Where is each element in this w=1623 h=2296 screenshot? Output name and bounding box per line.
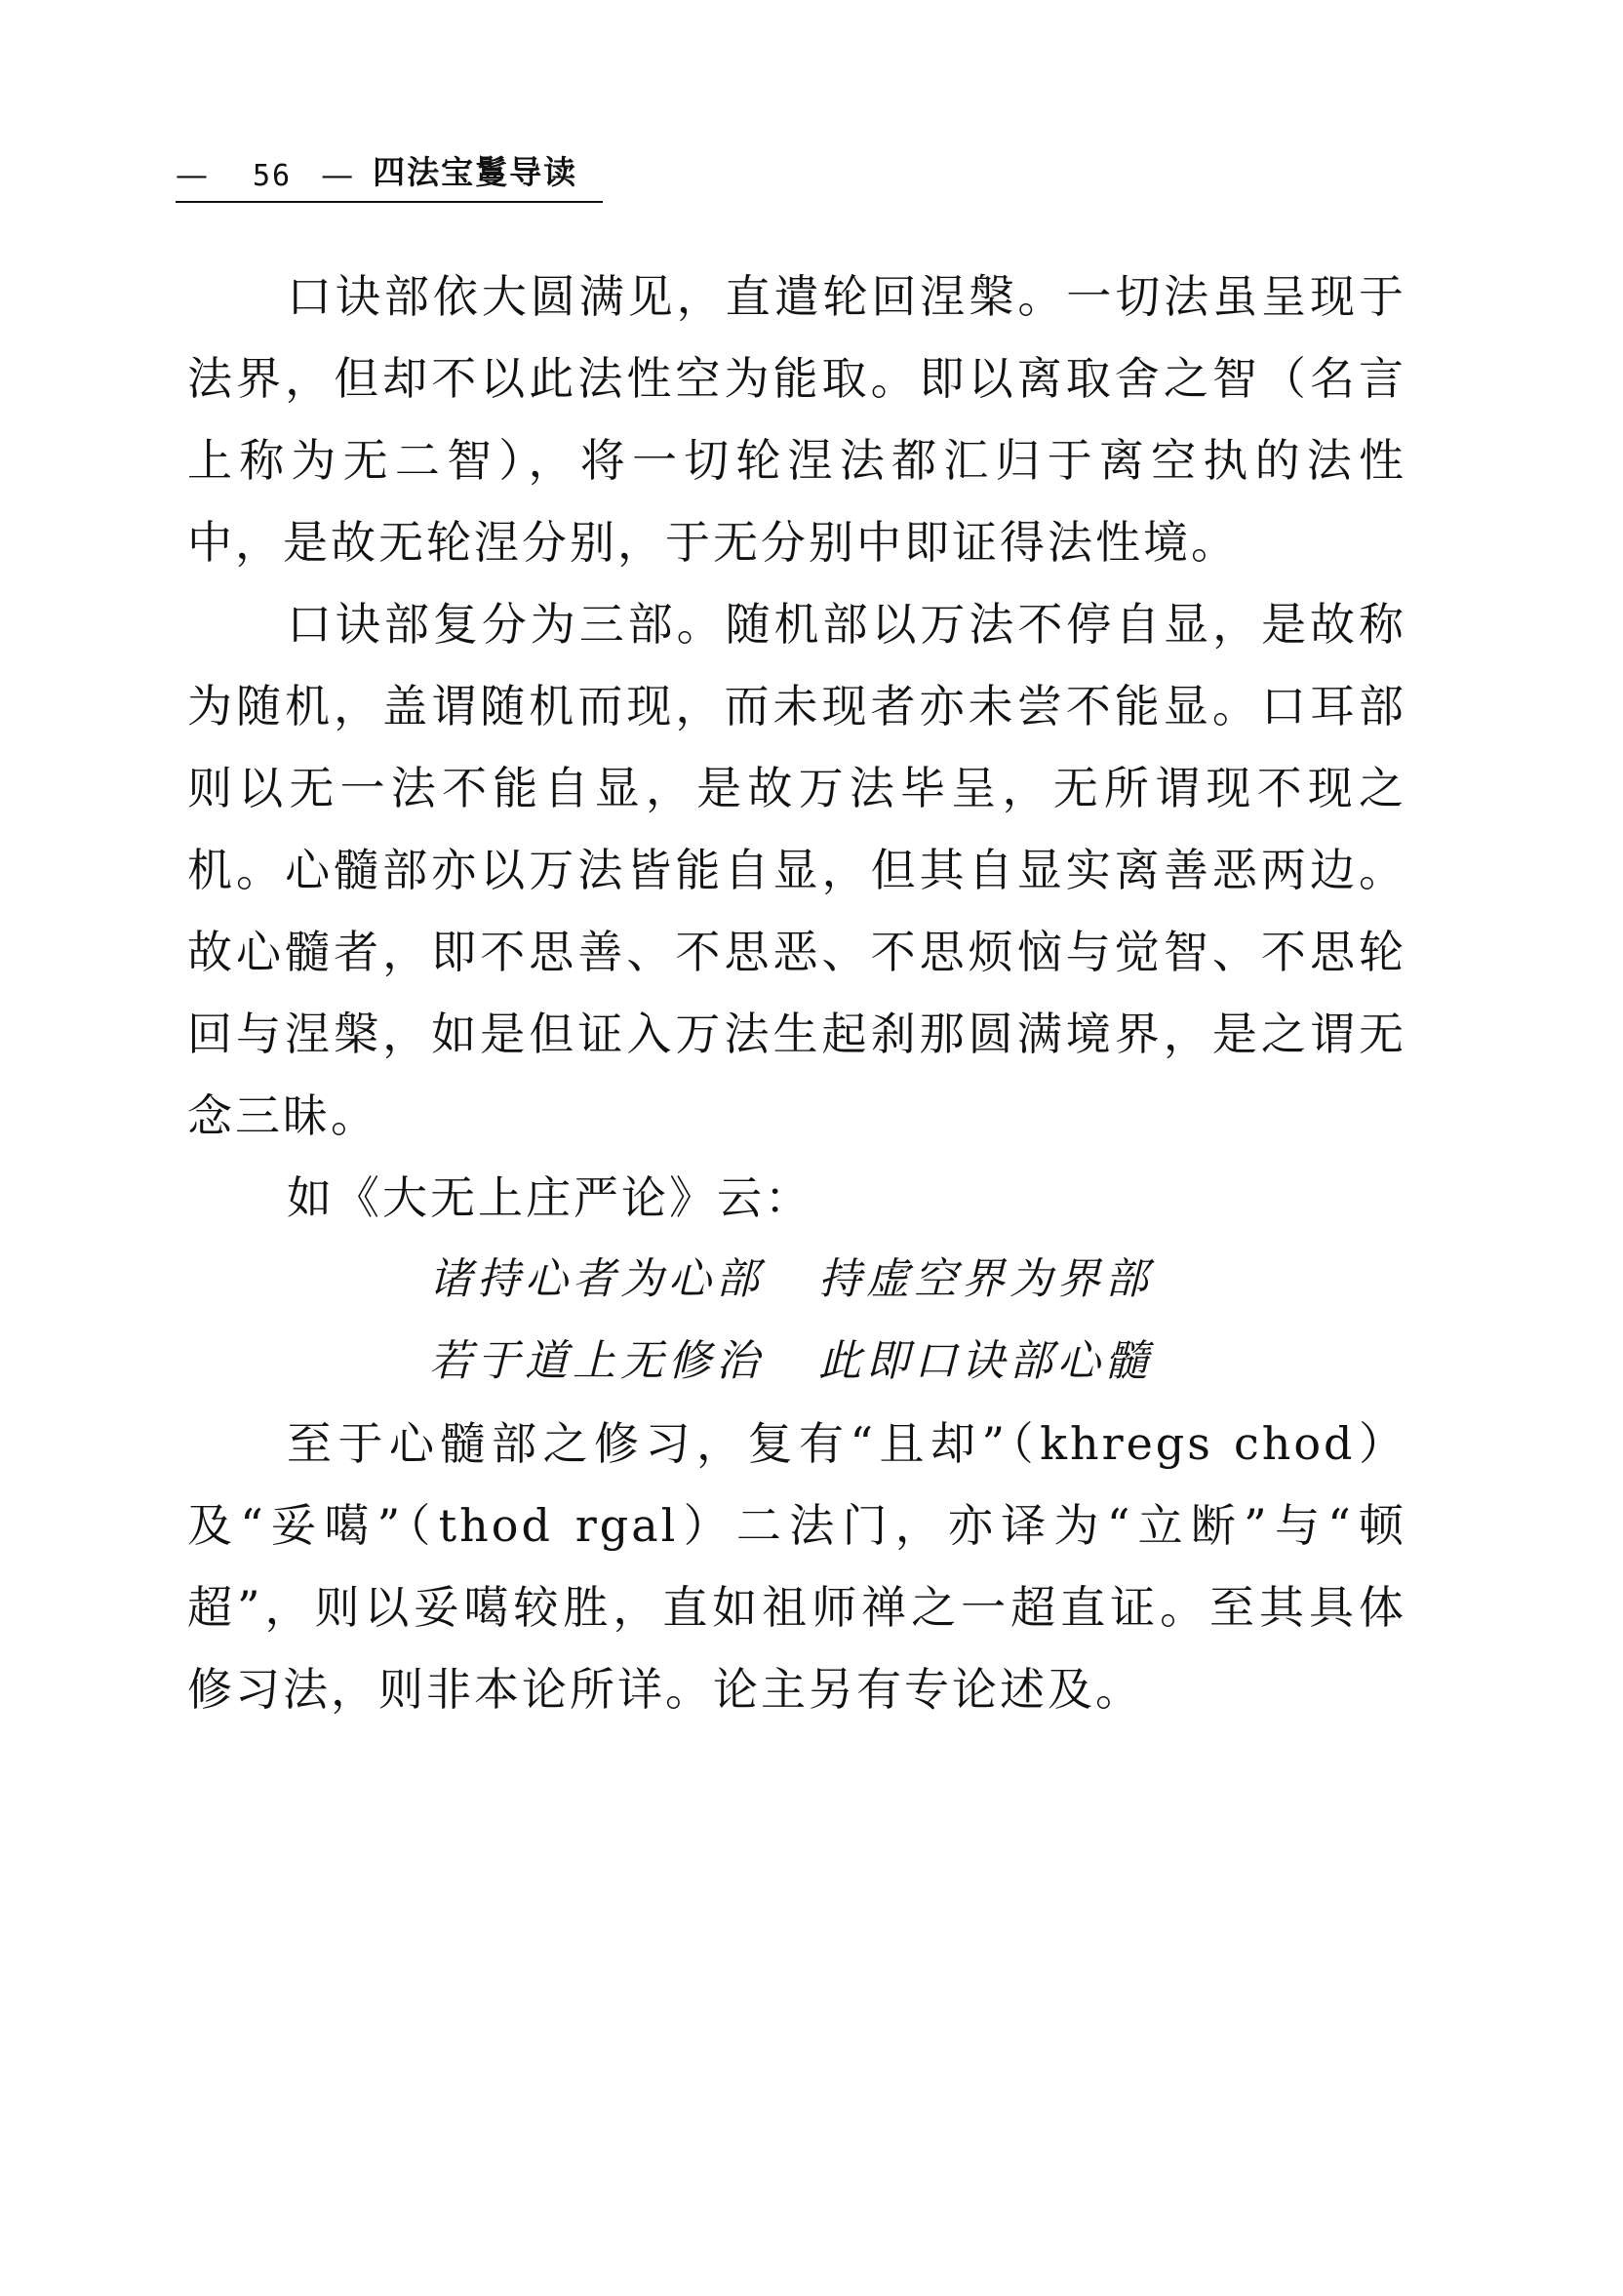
paragraph-1: 口诀部依大圆满见，直遣轮回涅槃。一切法虽呈现于法界，但却不以此法性空为能取。即以离取舍之智（名言上称为无二智），将一切轮涅法都汇归于离空执的法性中，是故无轮涅分别，于无分别中即证得法性境。 — [187, 270, 1406, 569]
closing-paragraph: 至于心髓部之修习，复有“且却”（khregs chod）及“妥噶”（thod rgal）二法门，亦译为“立断”与“顿超”，则以妥噶较胜，直如祖师禅之一超直证。至其具体修习法，则非本论所详。论主另有专论述及。 — [187, 1417, 1406, 1716]
verse-line-2-right: 此即口诀部心髓 — [818, 1336, 1153, 1386]
quote-intro: 如《大无上庄严论》云： — [287, 1171, 812, 1224]
running-header — [176, 148, 1414, 193]
verse-line-1-right: 持虚空界为界部 — [818, 1254, 1153, 1304]
header-dash-right: — — [321, 155, 356, 193]
verse-line-2-left: 若于道上无修治 — [429, 1336, 764, 1386]
verse-line-2 — [187, 1321, 1406, 1403]
verse-line-1-left: 诸持心者为心部 — [429, 1254, 764, 1304]
body-text — [187, 256, 1406, 1730]
verse-line-1 — [187, 1239, 1406, 1321]
page-number: 56 — [253, 159, 293, 193]
header-dash-left: — — [176, 155, 210, 193]
header-rule — [176, 201, 603, 203]
paragraph-2: 口诀部复分为三部。随机部以万法不停自显，是故称为随机，盖谓随机而现，而未现者亦未尝不能显。口耳部则以无一法不能自显，是故万法毕呈，无所谓现不现之机。心髓部亦以万法皆能自显，但其自显实离善恶两边。故心髓者，即不思善、不思恶、不思烦恼与觉智、不思轮回与涅槃，如是但证入万法生起刹那圆满境界，是之谓无念三昧。 — [187, 598, 1406, 1142]
book-title: 四法宝鬘导读 — [373, 153, 578, 191]
